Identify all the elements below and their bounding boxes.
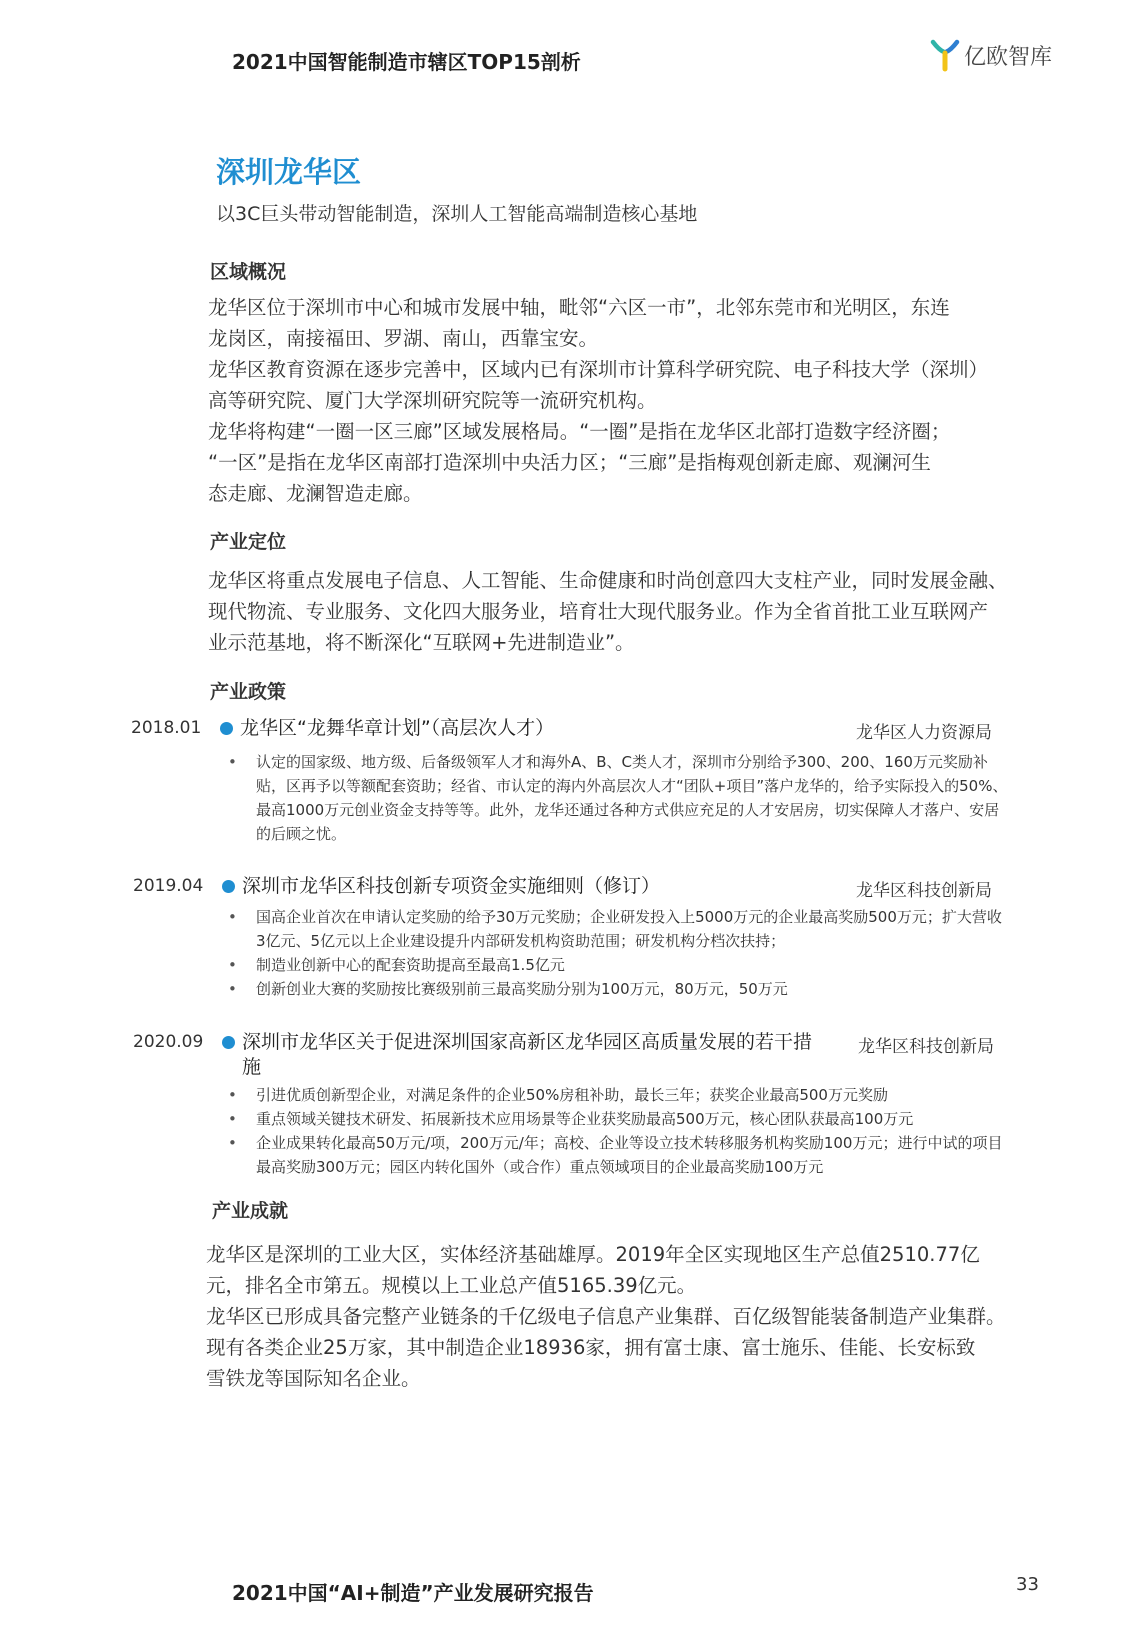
policy-title: 深圳市龙华区关于促进深圳国家高新区龙华园区高质量发展的若干措施 [242, 1031, 813, 1078]
policy-department: 龙华区科技创新局 [858, 1037, 994, 1057]
page-number: 33 [1016, 1574, 1039, 1595]
policy-department: 龙华区人力资源局 [856, 723, 992, 743]
header-report-title: 2021中国智能制造市辖区TOP15剖析 [232, 50, 581, 74]
region-title: 深圳龙华区 [216, 155, 362, 189]
positioning-line: 龙华区将重点发展电子信息、人工智能、生命健康和时尚创意四大支柱产业，同时发展金融、 [208, 569, 1008, 592]
logo-text: 亿欧智库 [964, 44, 1053, 70]
policy-bullet-list [224, 750, 1009, 846]
overview-line: 龙华区教育资源在逐步完善中，区域内已有深圳市计算科学研究院、电子科技大学（深圳） [208, 358, 989, 381]
policy-bullet-item: • 国高企业首次在申请认定奖励的给予30万元奖励；企业研发投入上5000万元的企业最高奖励500万元；扩大营收3亿元、5亿元以上企业建设提升内部研发机构资助范围；研发机构分档次扶持； [224, 905, 1009, 953]
overview-line: 态走廊、龙澜智造走廊。 [208, 482, 423, 505]
overview-heading: 区域概况 [210, 261, 287, 283]
policy-bullet-dot-icon [220, 722, 233, 735]
policy-date: 2019.04 [133, 876, 204, 896]
logo-mark-icon [930, 38, 960, 72]
policy-date: 2020.09 [133, 1032, 204, 1052]
positioning-line: 现代物流、专业服务、文化四大服务业，培育壮大现代服务业。作为全省首批工业互联网产 [208, 600, 989, 623]
policy-bullet-item: • 引进优质创新型企业，对满足条件的企业50%房租补助，最长三年；获奖企业最高500万元奖励 [224, 1083, 1009, 1107]
policy-bullet-item: • 重点领域关键技术研发、拓展新技术应用场景等企业获奖励最高500万元，核心团队获最高100万元 [224, 1107, 1009, 1131]
positioning-paragraph [208, 565, 1038, 658]
policy-bullet-item: • 创新创业大赛的奖励按比赛级别前三最高奖励分别为100万元，80万元，50万元 [224, 977, 1009, 1001]
overview-line: 龙华区位于深圳市中心和城市发展中轴，毗邻“六区一市”，北邻东莞市和光明区，东连 [208, 296, 950, 319]
policy-bullet-item: • 认定的国家级、地方级、后备级领军人才和海外A、B、C类人才，深圳市分别给予300、200、160万元奖励补贴，区再予以等额配套资助；经省、市认定的海内外高层次人才“团队+项目”落户龙华的，给予实际投入的50%、最高1000万元创业资金支持等等。此外，龙华还通过各种方式供应充足的人才安居房，切实保障人才落户、安居的后顾之忧。 [224, 750, 1009, 846]
policy-title: 深圳市龙华区科技创新专项资金实施细则（修订） [242, 875, 661, 897]
region-subtitle: 以3C巨头带动智能制造，深圳人工智能高端制造核心基地 [216, 203, 698, 225]
achievements-line: 龙华区已形成具备完整产业链条的千亿级电子信息产业集群、百亿级智能装备制造产业集群。 [206, 1305, 1006, 1328]
achievements-heading: 产业成就 [212, 1200, 289, 1222]
policy-title: 龙华区“龙舞华章计划”（高层次人才） [240, 717, 555, 739]
policy-bullet-item: • 制造业创新中心的配套资助提高至最高1.5亿元 [224, 953, 1009, 977]
achievements-line: 雪铁龙等国际知名企业。 [206, 1367, 421, 1390]
achievements-line: 龙华区是深圳的工业大区，实体经济基础雄厚。2019年全区实现地区生产总值2510.77亿 [206, 1243, 980, 1266]
policy-department: 龙华区科技创新局 [856, 881, 992, 901]
overview-line: 龙华将构建“一圈一区三廊”区域发展格局。“一圈”是指在龙华区北部打造数字经济圈； [208, 420, 951, 443]
brand-logo [930, 38, 1052, 72]
footer-report-title: 2021中国“AI+制造”产业发展研究报告 [232, 1581, 594, 1605]
positioning-heading: 产业定位 [210, 531, 287, 553]
overview-line: 龙岗区，南接福田、罗湖、南山，西靠宝安。 [208, 327, 599, 350]
overview-paragraph [208, 292, 1038, 509]
policies-heading: 产业政策 [210, 681, 287, 703]
policy-bullet-dot-icon [222, 880, 235, 893]
positioning-line: 业示范基地，将不断深化“互联网+先进制造业”。 [208, 631, 635, 654]
achievements-line: 现有各类企业25万家，其中制造企业18936家，拥有富士康、富士施乐、佳能、长安标致 [206, 1336, 976, 1359]
policy-date: 2018.01 [131, 718, 202, 738]
policy-bullet-list [224, 1083, 1009, 1179]
overview-line: 高等研究院、厦门大学深圳研究院等一流研究机构。 [208, 389, 657, 412]
achievements-paragraph [206, 1239, 1051, 1394]
policy-bullet-dot-icon [222, 1036, 235, 1049]
overview-line: “一区”是指在龙华区南部打造深圳中央活力区；“三廊”是指梅观创新走廊、观澜河生 [208, 451, 931, 474]
policy-bullet-list [224, 905, 1009, 1001]
policy-bullet-item: • 企业成果转化最高50万元/项，200万元/年；高校、企业等设立技术转移服务机构奖励100万元；进行中试的项目最高奖励300万元；园区内转化国外（或合作）重点领域项目的企业最高奖励100万元 [224, 1131, 1009, 1179]
achievements-line: 元，排名全市第五。规模以上工业总产值5165.39亿元。 [206, 1274, 697, 1297]
